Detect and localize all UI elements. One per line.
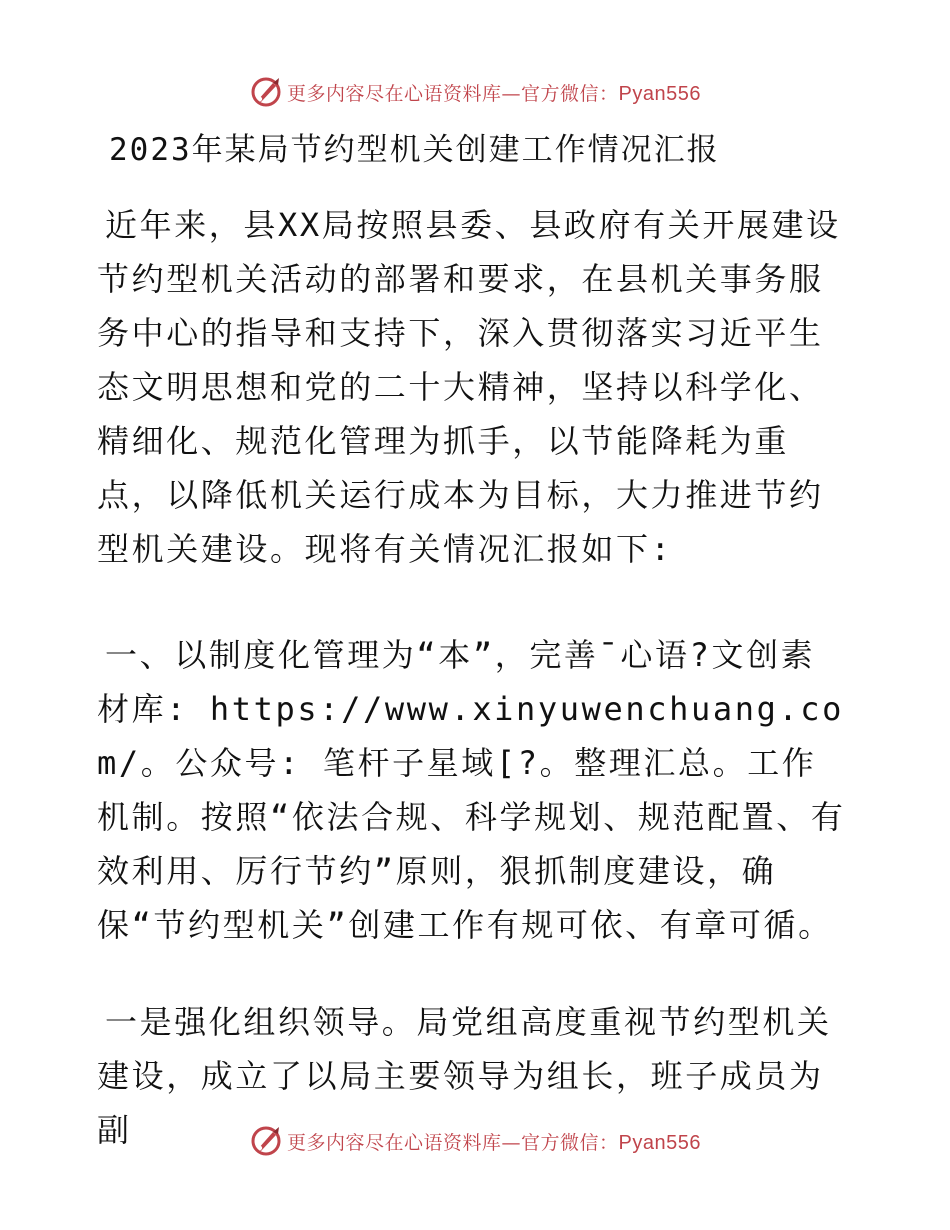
quill-logo-icon: [249, 1124, 283, 1158]
watermark-label: 更多内容尽在心语资料库—官方微信：: [287, 1131, 619, 1154]
paragraph-intro: 近年来，县XX局按照县委、县政府有关开展建设节约型机关活动的部署和要求，在县机关事务服务中心的指导和支持下，深入贯彻落实习近平生态文明思想和党的二十大精神，坚持以科学化、精细化、规范化管理为抓手，以节能降耗为重点，以降低机关运行成本为目标，大力推进节约型机关建设。现将有关情况汇报如下:: [97, 206, 841, 568]
watermark-label: 更多内容尽在心语资料库—官方微信：: [287, 82, 619, 105]
header-watermark: [0, 72, 950, 112]
document-title: 2023年某局节约型机关创建工作情况汇报: [109, 132, 720, 168]
paragraph-point-one: 一是强化组织领导。局党组高度重视节约型机关建设，成立了以局主要领导为组长，班子成员为副: [97, 1003, 832, 1149]
watermark-text: [287, 79, 701, 106]
quill-logo-icon: [249, 75, 283, 109]
footer-watermark: [0, 1121, 950, 1161]
watermark-text: [287, 1128, 701, 1155]
paragraph-section-one: 一、以制度化管理为“本”，完善¯心语?文创素材库: https://www.xinyuwenchuang.com/。公众号: 笔杆子星域[?。整理汇总。工作机制。按照“依法合规、科学规划、规范配置、有效利用、厉行节约”原则，狠抓制度建设，确保“节约型机关”创建工作有规可依、有章可循。: [97, 636, 846, 944]
watermark-wechat-id: Pyan556: [618, 82, 701, 105]
watermark-wechat-id: Pyan556: [618, 1131, 701, 1154]
